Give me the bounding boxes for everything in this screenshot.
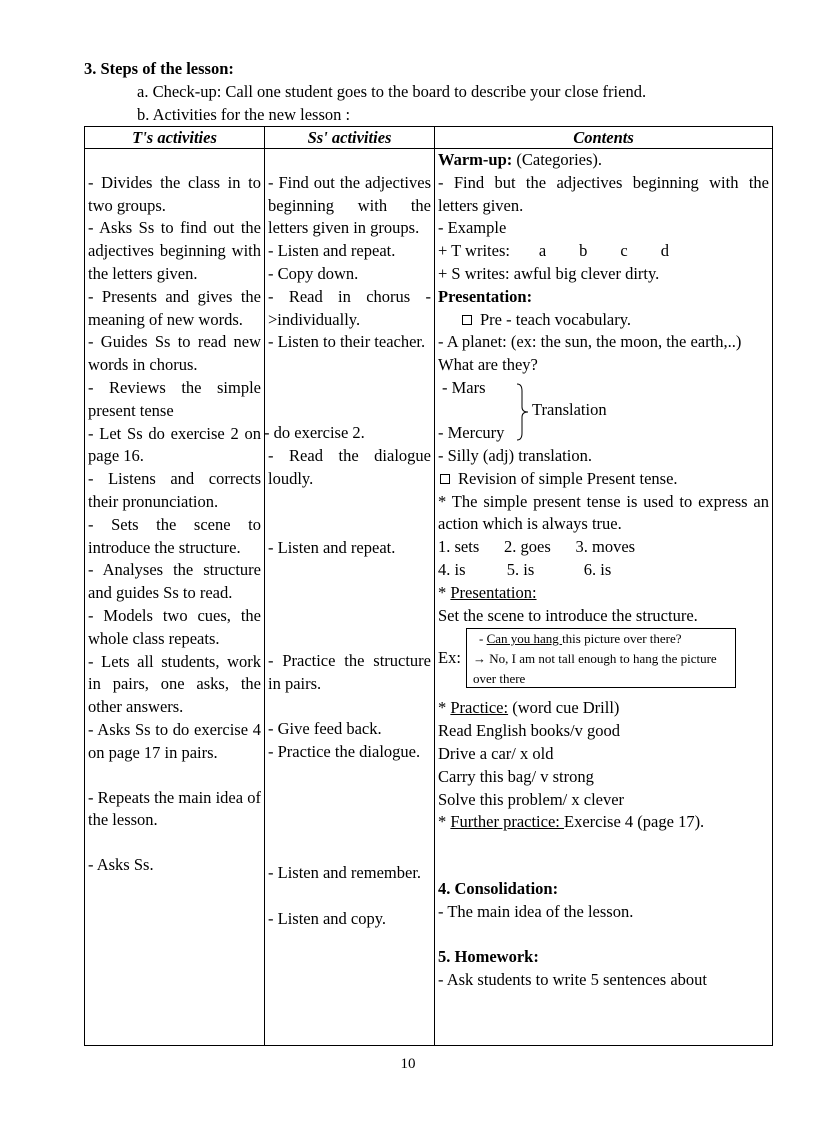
translation-label: Translation: [532, 399, 607, 419]
list-item: - Practice the structure in pairs.: [268, 651, 431, 694]
arrow-right-icon: →: [473, 651, 486, 667]
list-item: - Practice the dialogue.: [268, 741, 421, 761]
ex-question-underlined: Can you hang: [486, 631, 563, 647]
list-item: - Give feed back.: [268, 718, 382, 738]
example-label: - Example: [438, 218, 507, 238]
presentation-star: *: [438, 582, 451, 602]
list-item: - Listen and copy.: [268, 909, 387, 929]
tense-note: * The simple present tense is used to express an action which is always true.: [438, 491, 769, 534]
warmup-title: Warm-up:: [438, 150, 513, 169]
translation-group: [438, 377, 769, 445]
list-item: - Repeats the main idea of the lesson.: [88, 787, 261, 830]
cue-3: Carry this bag/ v strong: [438, 766, 594, 786]
planet-definition: - A planet: (ex: the sun, the moon, the earth,..): [438, 332, 742, 352]
list-item: - Models two cues, the whole class repeats.: [88, 605, 261, 648]
lesson-table: [84, 126, 773, 1046]
cue-1: Read English books/v good: [438, 721, 620, 741]
presentation-title: Presentation:: [438, 286, 533, 306]
warmup-subtitle: (Categories).: [512, 150, 603, 169]
ex-answer: No, I am not tall enough to hang the picture over there: [473, 651, 717, 687]
t-writes: + T writes: a b c d: [438, 241, 669, 261]
list-item: - Divides the class in to two groups.: [88, 172, 261, 215]
what-question: What are they?: [438, 355, 538, 375]
example-block: [438, 627, 769, 697]
practice-star: *: [438, 698, 451, 718]
homework-title: 5. Homework:: [438, 946, 539, 966]
header-contents: Contents: [435, 127, 773, 149]
further-star: *: [438, 812, 451, 832]
section-heading: 3. Steps of the lesson:: [84, 59, 234, 78]
student-activities-cell: [265, 149, 435, 1046]
list-item: - do exercise 2.: [264, 423, 365, 443]
list-item: - Lets all students, work in pairs, one asks, the other answers.: [88, 651, 261, 717]
answers-row-1: 1. sets 2. goes 3. moves: [438, 537, 636, 557]
list-item: - Asks Ss to find out the adjectives beginning with the letters given.: [88, 218, 261, 283]
list-item: - Asks Ss to do exercise 4 on page 17 in pairs.: [88, 719, 261, 762]
table-header-row: [85, 127, 773, 149]
revision-title: Revision of simple Present tense.: [458, 468, 678, 488]
list-item: - Guides Ss to read new words in chorus.: [88, 332, 261, 375]
pre-teach: Pre - teach vocabulary.: [480, 309, 632, 329]
answers-row-2: 4. is 5. is 6. is: [438, 559, 612, 579]
activities-line: b. Activities for the new lesson :: [137, 105, 351, 124]
ex-question-rest: this picture over there?: [562, 631, 682, 647]
square-bullet-icon: [440, 474, 450, 484]
list-item: - Sets the scene to introduce the structure.: [88, 514, 261, 557]
check-up-line: a. Check-up: Call one student goes to the board to describe your close friend.: [137, 82, 647, 101]
cue-2: Drive a car/ x old: [438, 743, 554, 763]
presentation-subtitle: Presentation:: [450, 582, 537, 602]
list-item: - Listen and repeat.: [268, 537, 396, 557]
s-writes: + S writes: awful big clever dirty.: [438, 263, 660, 283]
list-item: - Read the dialogue loudly.: [268, 445, 431, 488]
practice-title: Practice:: [450, 698, 509, 718]
warmup-task: - Find but the adjectives beginning with the letters given.: [438, 172, 769, 215]
ex-label: Ex:: [438, 648, 461, 668]
homework-task: - Ask students to write 5 sentences about: [438, 969, 707, 989]
list-item: - Analyses the structure and guides Ss to read.: [88, 560, 261, 603]
further-practice-subtitle: Exercise 4 (page 17).: [564, 812, 705, 832]
teacher-activities-cell: [85, 149, 265, 1046]
silly-word: - Silly (adj) translation.: [438, 445, 592, 465]
list-item: - Copy down.: [268, 263, 359, 283]
list-item: - Asks Ss.: [88, 855, 154, 875]
table-body-row: [85, 149, 773, 1046]
ex-dash: -: [479, 631, 487, 647]
consolidation-title: 4. Consolidation:: [438, 879, 559, 899]
list-item: - Listen and repeat.: [268, 241, 396, 261]
header-teacher-activities: T's activities: [85, 127, 265, 149]
main-idea: - The main idea of the lesson.: [438, 901, 634, 921]
list-item: - Let Ss do exercise 2 on page 16.: [88, 423, 261, 466]
example-box: [466, 628, 736, 688]
header-student-activities: Ss' activities: [265, 127, 435, 149]
page-number: 10: [400, 1056, 416, 1072]
mercury-word: - Mercury: [438, 422, 505, 442]
right-brace-icon: [516, 383, 530, 441]
list-item: - Presents and gives the meaning of new words.: [88, 286, 261, 329]
list-item: - Read in chorus - >individually.: [268, 286, 431, 329]
list-item: - Listens and corrects their pronunciation.: [88, 469, 261, 511]
square-bullet-icon: [462, 315, 472, 325]
practice-subtitle: (word cue Drill): [508, 698, 620, 718]
set-scene: Set the scene to introduce the structure.: [438, 605, 698, 625]
list-item: - Listen and remember.: [268, 862, 422, 882]
list-item: - Find out the adjectives beginning with the letters given in groups.: [268, 172, 431, 238]
cue-4: Solve this problem/ x clever: [438, 789, 625, 809]
list-item: - Listen to their teacher.: [268, 332, 426, 352]
mars-word: - Mars: [442, 377, 486, 397]
list-item: - Reviews the simple present tense: [88, 377, 261, 420]
further-practice-title: Further practice:: [450, 812, 564, 832]
contents-cell: [435, 149, 773, 1046]
